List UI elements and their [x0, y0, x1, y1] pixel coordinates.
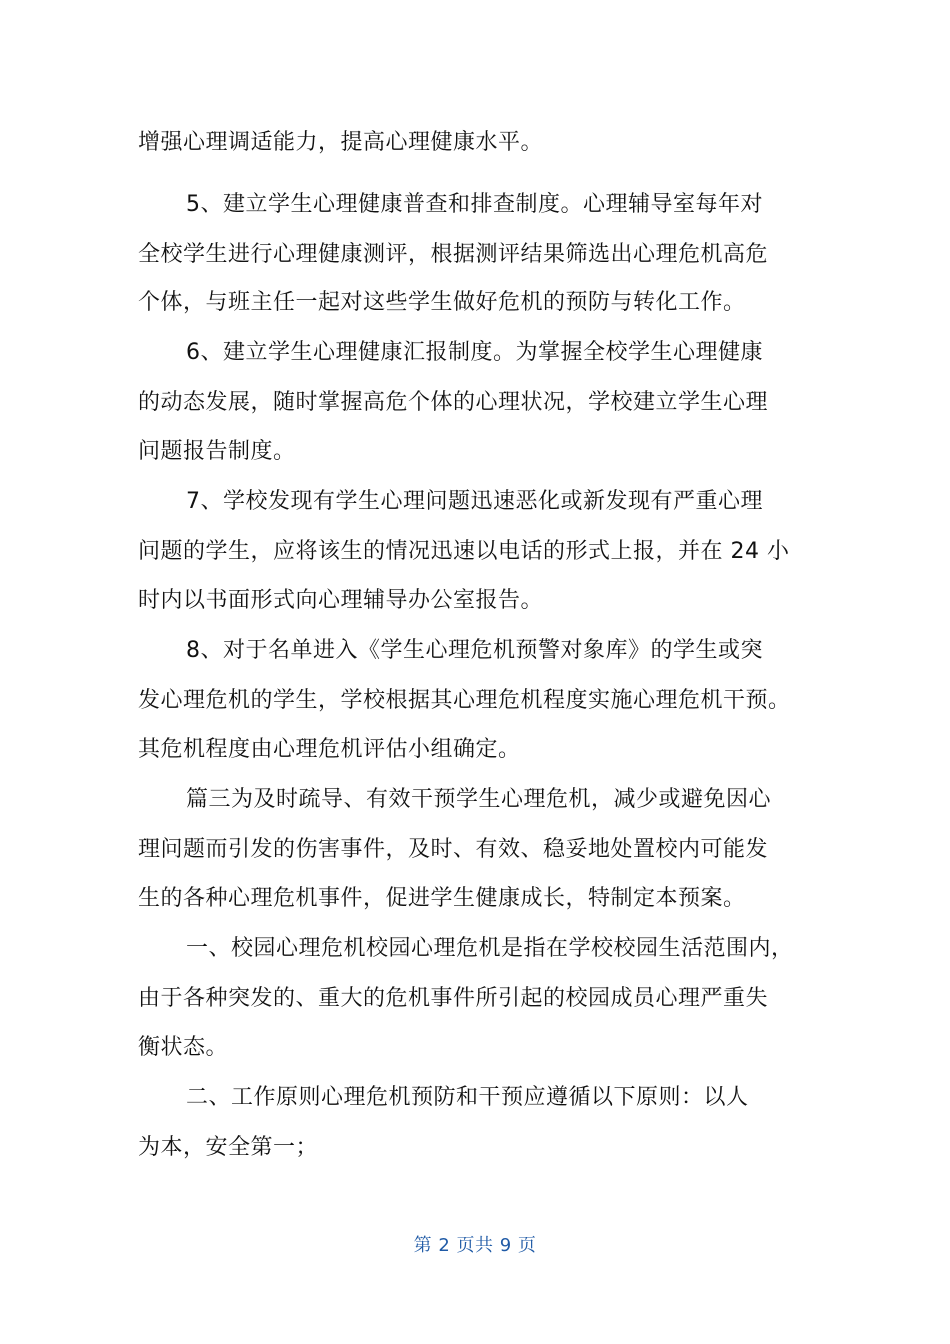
text-line: 为本，安全第一；: [138, 1135, 319, 1160]
text-line: 由于各种突发的、重大的危机事件所引起的校园成员心理严重失: [138, 986, 769, 1011]
text-line: 理问题而引发的伤害事件，及时、有效、稳妥地处置校内可能发: [138, 837, 769, 862]
text-line: 其危机程度由心理危机评估小组确定。: [138, 737, 521, 762]
text-line: 8、对于名单进入《学生心理危机预警对象库》的学生或突: [186, 638, 763, 663]
text-line: 全校学生进行心理健康测评，根据测评结果筛选出心理危机高危: [138, 242, 769, 267]
text-line: 衡状态。: [138, 1035, 229, 1060]
text-line: 问题的学生，应将该生的情况迅速以电话的形式上报，并在 24 小: [138, 539, 790, 564]
text-line: 问题报告制度。: [138, 439, 296, 464]
text-line: 6、建立学生心理健康汇报制度。为掌握全校学生心理健康: [186, 340, 763, 365]
page-number: 第 2 页共 9 页: [413, 1235, 537, 1256]
text-line: 一、校园心理危机校园心理危机是指在学校校园生活范围内，: [186, 936, 794, 961]
text-line: 个体，与班主任一起对这些学生做好危机的预防与转化工作。: [138, 290, 746, 315]
text-line: 时内以书面形式向心理辅导办公室报告。: [138, 588, 544, 613]
text-line: 生的各种心理危机事件，促进学生健康成长，特制定本预案。: [138, 886, 746, 911]
text-line: 二、工作原则心理危机预防和干预应遵循以下原则：以人: [186, 1085, 749, 1110]
text-line: 7、学校发现有学生心理问题迅速恶化或新发现有严重心理: [186, 489, 763, 514]
text-line: 篇三为及时疏导、有效干预学生心理危机，减少或避免因心: [186, 787, 772, 812]
text-line: 增强心理调适能力，提高心理健康水平。: [138, 130, 544, 155]
text-line: 的动态发展，随时掌握高危个体的心理状况，学校建立学生心理: [138, 390, 769, 415]
text-line: 5、建立学生心理健康普查和排查制度。心理辅导室每年对: [186, 192, 763, 217]
text-line: 发心理危机的学生，学校根据其心理危机程度实施心理危机干预。: [138, 688, 791, 713]
